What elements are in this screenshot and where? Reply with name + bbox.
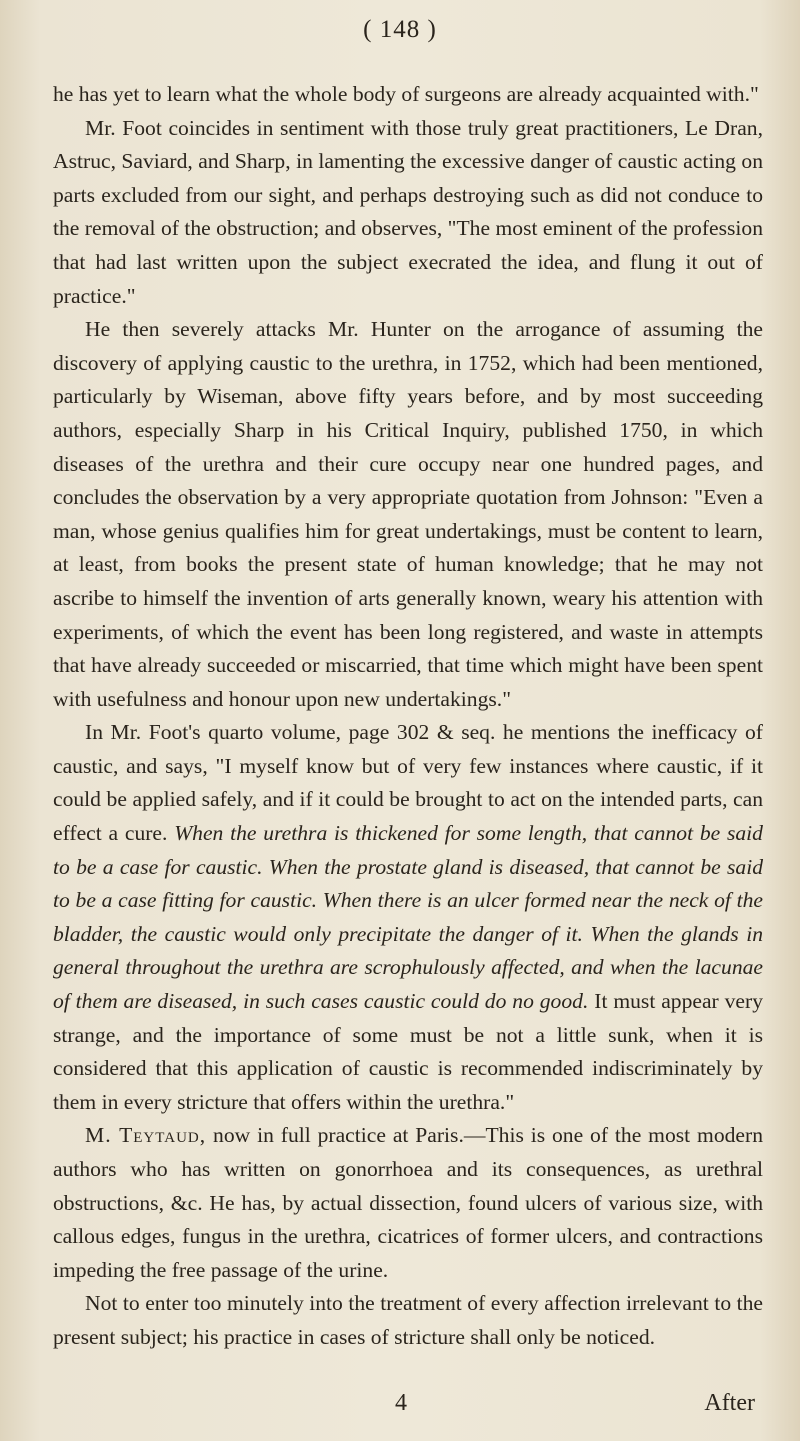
catchword: After [704, 1390, 755, 1416]
page-number: ( 148 ) [363, 16, 437, 43]
paragraph-treatment: Not to enter too minutely into the treatment of every affection irrelevant to the present subject; his practice in cases of stricture shall only be noticed. [53, 1291, 763, 1349]
page-footer [0, 1390, 800, 1426]
paragraph-foot-coincides: Mr. Foot coincides in sentiment with those truly great practitioners, Le Dran, Astruc, Saviard, and Sharp, in lamenting the excessive danger of caustic acting on parts excluded from our sight, and perhaps destroying such as did not conduce to the removal of the obstruction; and observes, "The most eminent of the profession that had last written upon the subject execrated the idea, and flung it out of practice." [53, 115, 763, 308]
author-name-teytaud: M. Teytaud, [85, 1123, 207, 1148]
quarto-lead-text: In Mr. Foot's quarto volume, page 302 & seq. he mentions the inefficacy of caustic, and says, "I myself know but of very few instances where caustic, if it could be applied safely, and if it could be brought to act on the intended parts, can effect a cure. [53, 720, 763, 846]
signature-mark: 4 [395, 1390, 407, 1416]
quarto-tail-text: It must appear very strange, and the importance of some must be not a little sunk, when it is considered that this application of caustic is recommended indiscriminately by them in every stricture that offers within the urethra." [53, 989, 764, 1114]
paragraph-teytaud [53, 1119, 763, 1287]
paragraph-continuation: he has yet to learn what the whole body of surgeons are already acquainted with." [53, 82, 759, 106]
quarto-italic-quote: When the urethra is thickened for some length, that cannot be said to be a case for caustic. When the prostate gland is diseased, that cannot be said to be a case fitting for caustic. When there is an ulcer formed near the neck of the bladder, the caustic would only precipitate the danger of it. When the glands in general throughout the urethra are scrophulously affected, and when the lacunae of them are diseased, in such cases caustic could do no good. [53, 821, 763, 1014]
paragraph-hunter-attack: He then severely attacks Mr. Hunter on the arrogance of assuming the discovery of applying caustic to the urethra, in 1752, which had been mentioned, particularly by Wiseman, above fifty years before, and by most succeeding authors, especially Sharp in his Critical Inquiry, published 1750, in which diseases of the urethra and their cure occupy near one hundred pages, and concludes the observation by a very appropriate quotation from Johnson: "Even a man, whose genius qualifies him for great undertakings, must be content to learn, at least, from books the present state of human knowledge; that he may not ascribe to himself the invention of arts generally known, weary his attention with experiments, of which the event has been long registered, and waste in attempts that have already succeeded or miscarried, that time which might have been spent with usefulness and honour upon new undertakings." [53, 317, 763, 711]
body-text [53, 78, 763, 1355]
paragraph-quarto-volume [53, 716, 763, 1119]
teytaud-text: now in full practice at Paris.—This is one of the most modern authors who has written on gonorrhoea and its consequences, as urethral obstructions, &c. He has, by actual dissection, found ulcers of various size, with callous edges, fungus in the urethra, cicatrices of former ulcers, and contractions impeding the free passage of the urine. [53, 1123, 764, 1282]
